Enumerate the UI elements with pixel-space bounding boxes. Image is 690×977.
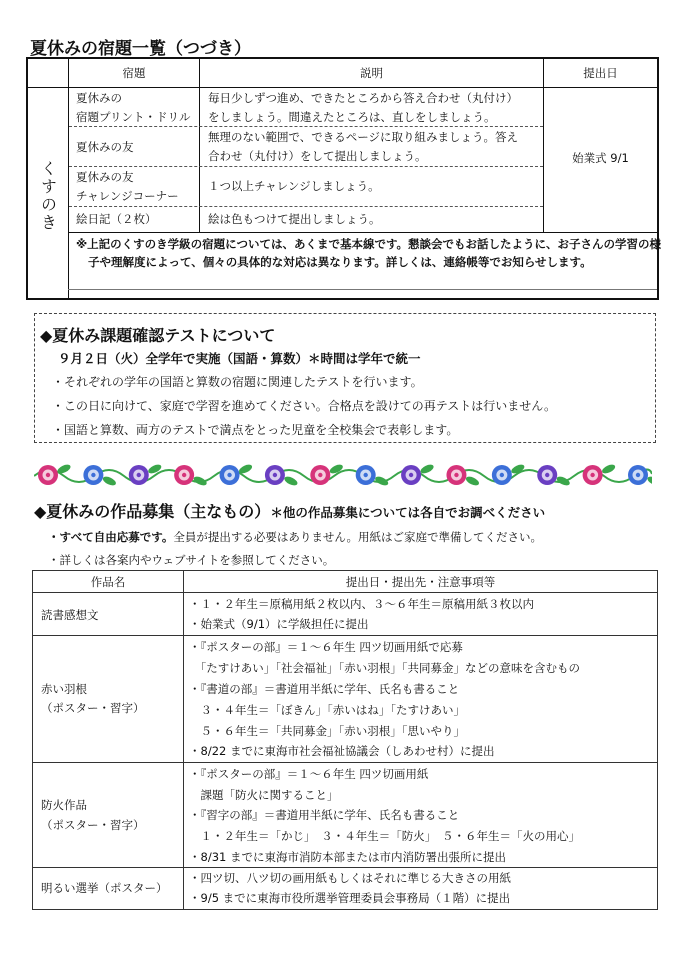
homework-table bbox=[26, 57, 662, 300]
homework-desc: 毎日少しずつ進め、できたところから答え合わせ（丸付け） bbox=[208, 91, 519, 105]
work-name: 防火作品 bbox=[41, 798, 87, 812]
leaf-icon bbox=[555, 475, 571, 487]
work-name: （ポスター・習字） bbox=[41, 701, 145, 715]
work-detail: ・１・２年生＝原稿用紙２枚以内、３～６年生＝原稿用紙３枚以内 bbox=[189, 597, 534, 611]
leaf-icon bbox=[147, 463, 163, 475]
homework-name: 夏休みの友 bbox=[76, 140, 134, 154]
header-due-date: 提出日 bbox=[583, 66, 618, 80]
homework-note: ※上記のくすのき学級の宿題については、あくまで基本線です。懇談会でもお話したように、お子さんの学習の様子や理解度によって、個々の具体的な対応は異なります。詳しくは、連絡帳等でお知らせします。 bbox=[76, 237, 662, 269]
homework-name: 夏休みの bbox=[76, 91, 122, 105]
homework-desc: 無理のない範囲で、できるページに取り組みましょう。答え bbox=[208, 130, 519, 144]
work-detail: ・『ポスターの部』＝１～６年生 四ツ切画用紙で応募 bbox=[189, 640, 463, 654]
works-intro: ・すべて自由応募です。全員が提出する必要はありません。用紙はご家庭で準備してください。 bbox=[48, 530, 543, 544]
header-description: 説明 bbox=[360, 66, 383, 80]
header-homework: 宿題 bbox=[122, 66, 146, 80]
work-detail: 課題「防火に関すること」 bbox=[189, 788, 339, 802]
work-detail: ・『習字の部』＝書道用半紙に学年、氏名も書ること bbox=[189, 808, 460, 822]
homework-desc: 絵は色もつけて提出しましょう。 bbox=[208, 212, 381, 226]
homework-desc: をしましょう。間違えたところは、直しをしましょう。 bbox=[208, 110, 496, 124]
work-detail: ・『書道の部』＝書道用半紙に学年、氏名も書ること bbox=[189, 682, 460, 696]
leaf-icon bbox=[283, 475, 299, 487]
test-bullet: ・国語と算数、両方のテストで満点をとった児童を全校集会で表彰します。 bbox=[52, 423, 459, 437]
work-detail: ・『ポスターの部』＝１～６年生 四ツ切画用紙 bbox=[189, 767, 429, 781]
class-name-label: くすのき bbox=[38, 160, 58, 232]
work-name: 読書感想文 bbox=[41, 608, 99, 622]
test-bullet: ・それぞれの学年の国語と算数の宿題に関連したテストを行います。 bbox=[52, 375, 423, 389]
due-date: 始業式 9/1 bbox=[572, 151, 629, 165]
leaf-icon bbox=[601, 463, 617, 475]
work-name: 明るい選挙（ポスター） bbox=[41, 881, 168, 895]
work-detail: ・8/31 までに東海市消防本部または市内消防署出張所に提出 bbox=[189, 850, 506, 864]
test-date-line: ９月２日（火）全学年で実施（国語・算数）＊時間は学年で統一 bbox=[58, 351, 421, 366]
homework-title: 夏休みの宿題一覧（つづき） bbox=[30, 39, 251, 59]
leaf-icon bbox=[192, 475, 208, 487]
homework-desc: １つ以上チャレンジしましょう。 bbox=[208, 179, 380, 193]
works-title: ◆夏休みの作品募集（主なもの）＊他の作品募集については各自でお調べください bbox=[34, 502, 546, 521]
work-detail: 「たすけあい」「社会福祉」「赤い羽根」「共同募金」などの意味を含むもの bbox=[189, 661, 580, 675]
header-work-details: 提出日・提出先・注意事項等 bbox=[345, 575, 496, 589]
morning-glory-divider bbox=[34, 454, 652, 496]
homework-name: チャレンジコーナー bbox=[76, 189, 179, 203]
leaf-icon bbox=[102, 475, 118, 487]
works-table bbox=[32, 570, 658, 910]
header-work-name: 作品名 bbox=[90, 575, 126, 589]
homework-name: 宿題プリント・ドリル bbox=[76, 110, 191, 124]
homework-name: 絵日記（２枚） bbox=[76, 212, 157, 226]
work-detail: １・２年生＝「かじ」 ３・４年生＝「防火」 ５・６年生＝「火の用心」 bbox=[189, 829, 580, 843]
test-bullet: ・この日に向けて、家庭で学習を進めてください。合格点を設けての再テストは行いません。 bbox=[52, 399, 557, 413]
test-title: ◆夏休み課題確認テストについて bbox=[40, 326, 276, 345]
works-subtitle: ＊他の作品募集については各自でお調べください bbox=[270, 505, 546, 520]
work-detail: ３・４年生＝「ぼきん」「赤いはね」「たすけあい」 bbox=[189, 703, 465, 717]
work-detail: ５・６年生＝「共同募金」「赤い羽根」「思いやり」 bbox=[189, 724, 465, 738]
homework-name: 夏休みの友 bbox=[76, 170, 134, 184]
work-name: （ポスター・習字） bbox=[41, 818, 145, 832]
work-detail: ・始業式（9/1）に学級担任に提出 bbox=[189, 617, 369, 631]
homework-desc: 合わせ（丸付け）をして提出しましょう。 bbox=[208, 149, 427, 163]
leaf-icon bbox=[374, 475, 390, 487]
works-intro-2: ・詳しくは各案内やウェブサイトを参照してください。 bbox=[48, 553, 335, 567]
leaf-icon bbox=[465, 475, 481, 487]
work-detail: ・8/22 までに東海市社会福祉協議会（しあわせ村）に提出 bbox=[189, 744, 495, 758]
work-detail: ・9/5 までに東海市役所選挙管理委員会事務局（１階）に提出 bbox=[189, 891, 511, 905]
work-detail: ・四ツ切、八ツ切の画用紙もしくはそれに準じる大きさの用紙 bbox=[189, 871, 511, 885]
work-name: 赤い羽根 bbox=[41, 682, 87, 696]
